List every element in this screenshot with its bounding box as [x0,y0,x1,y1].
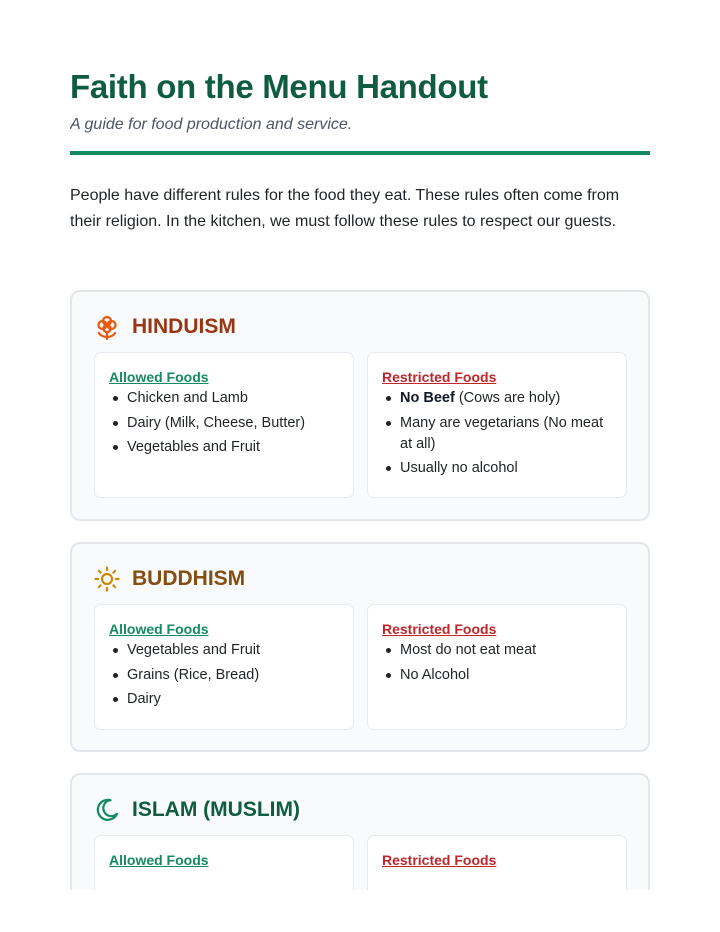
section-title: HINDUISM [132,315,236,338]
section-header [94,564,245,594]
restricted-foods-box [367,835,627,890]
page-title: Faith on the Menu Handout [70,68,488,105]
section-islam [70,773,650,890]
allowed-foods-label: Allowed Foods [109,852,209,868]
restricted-foods-list [382,640,612,686]
allowed-foods-box [94,835,354,890]
allowed-foods-label: Allowed Foods [109,621,209,637]
list-item: Chicken and Lamb [109,388,339,409]
section-hinduism [70,290,650,521]
list-item: Dairy (Milk, Cheese, Butter) [109,413,339,434]
sun-icon [94,566,120,592]
allowed-foods-box [94,352,354,498]
section-title: BUDDHISM [132,567,246,590]
list-item: No Alcohol [382,665,612,686]
list-item [382,388,612,409]
list-item: Dairy [109,689,339,710]
header-divider [70,151,650,155]
list-item: Vegetables and Fruit [109,437,339,458]
allowed-foods-box [94,604,354,730]
flower-icon [94,313,120,341]
section-header [94,312,236,342]
list-item: Many are vegetarians (No meat at all) [382,413,612,455]
section-title: ISLAM (MUSLIM) [132,798,300,821]
allowed-foods-list [109,388,339,458]
emphasis-text: No Beef [400,390,455,406]
page-subtitle: A guide for food production and service. [70,116,353,133]
handout-page [70,0,650,890]
moon-icon [94,797,120,823]
list-item: Vegetables and Fruit [109,640,339,661]
list-item: Usually no alcohol [382,458,612,479]
restricted-foods-label: Restricted Foods [382,621,497,637]
restricted-foods-label: Restricted Foods [382,852,497,868]
section-buddhism [70,542,650,752]
restricted-foods-label: Restricted Foods [382,369,497,385]
intro-paragraph: People have different rules for the food they eat. These rules often come from their religion. In the kitchen, we must follow these rules to respect our guests. [70,187,620,230]
restricted-foods-box [367,604,627,730]
list-item: Grains (Rice, Bread) [109,665,339,686]
list-item-text: (Cows are holy) [454,390,561,406]
allowed-foods-label: Allowed Foods [109,369,209,385]
allowed-foods-list [109,640,339,710]
section-header [94,795,300,825]
restricted-foods-box [367,352,627,498]
list-item: Most do not eat meat [382,640,612,661]
restricted-foods-list [382,388,612,479]
